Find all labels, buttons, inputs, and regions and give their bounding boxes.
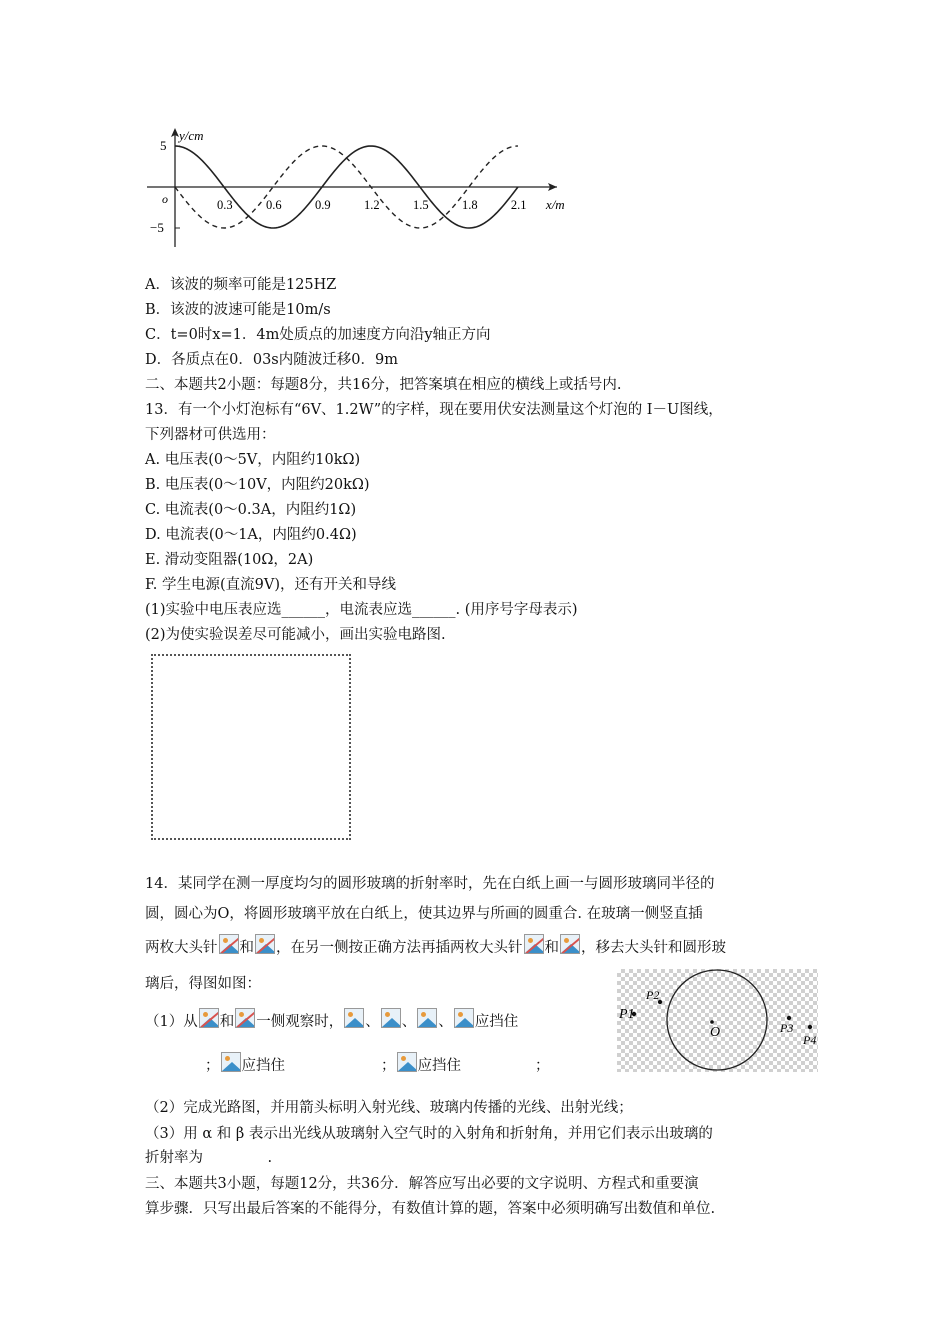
q14-text: 两枚大头针 (145, 940, 218, 956)
x-tick-label: 0.9 (314, 198, 331, 212)
origin-label: o (162, 192, 168, 206)
pin-p4-dot (808, 1025, 812, 1029)
q14-text: 应挡住 (417, 1058, 461, 1074)
x-tick-label: 0.3 (216, 198, 233, 212)
y-tick-label: −5 (150, 220, 164, 235)
q14-text: ； (535, 1058, 550, 1074)
equipment-c: C. 电流表(0～0.3A，内阻约1Ω) (145, 502, 357, 518)
equipment-f: F. 学生电源(直流9V)，还有开关和导线 (145, 577, 397, 593)
x-tick-label: 1.5 (412, 198, 429, 212)
section3-line1: 三、本题共3小题，每题12分，共36分．解答应写出必要的文字说明、方程式和重要演 (145, 1176, 699, 1192)
q14-sub3-line1: （3）用 α 和 β 表示出光线从玻璃射入空气时的入射角和折射角，并用它们表示出玻璃的 (145, 1126, 713, 1142)
x-tick-label: 1.8 (461, 198, 478, 212)
image-icon (199, 1008, 219, 1028)
equipment-e: E. 滑动变阻器(10Ω，2A) (145, 552, 314, 568)
image-icon (221, 1052, 241, 1072)
image-icon (344, 1008, 364, 1028)
center-o-dot (710, 1020, 714, 1024)
q14-sub1-line2 (205, 1052, 550, 1076)
y-tick-label: 5 (160, 138, 167, 153)
q13-stem-line1: 13．有一个小灯泡标有“6V、1.2W”的字样，现在要用伏安法测量这个灯泡的 I－U图线， (145, 402, 723, 418)
refraction-figure (617, 969, 818, 1072)
q14-line3 (145, 934, 726, 958)
equipment-a: A. 电压表(0～5V，内阻约10kΩ) (145, 452, 361, 468)
broken-image-icon (219, 934, 239, 954)
q14-text: ，移去大头针和圆形玻 (581, 940, 726, 956)
image-icon (397, 1052, 417, 1072)
q13-part1: (1)实验中电压表应选______，电流表应选______. (用序号字母表示) (145, 602, 578, 618)
option-b: B．该波的波速可能是10m/s (145, 302, 331, 318)
q14-sub3-line2: 折射率为 . (145, 1150, 273, 1166)
option-d: D．各质点在0．03s内随波迁移0．9m (145, 352, 398, 368)
q14-text: 应挡住 (474, 1014, 519, 1030)
broken-image-icon (524, 934, 544, 954)
image-icon (417, 1008, 437, 1028)
broken-image-icon (255, 934, 275, 954)
equipment-b: B. 电压表(0～10V，内阻约20kΩ) (145, 477, 370, 493)
label-p3: P3 (780, 1021, 794, 1035)
image-icon (235, 1008, 255, 1028)
q14-text: 、 (438, 1014, 453, 1030)
option-c: C．t=0时x=1．4m处质点的加速度方向沿y轴正方向 (145, 327, 491, 343)
q14-text: 一侧观察时， (256, 1014, 344, 1030)
q14-text: ，在另一侧按正确方法再插两枚大头针 (276, 940, 523, 956)
q14-text: ； (205, 1058, 220, 1074)
label-p4: P4 (803, 1033, 817, 1047)
q14-text: 和 (219, 1014, 235, 1030)
q13-stem-line2: 下列器材可供选用： (145, 427, 276, 443)
q14-text: 、 (365, 1014, 380, 1030)
section2-header: 二、本题共2小题：每题8分，共16分，把答案填在相应的横线上或括号内. (145, 377, 622, 393)
label-p1: P1 (619, 1007, 635, 1022)
option-a: A．该波的频率可能是125HZ (145, 277, 337, 293)
q14-text: 和 (544, 940, 559, 956)
broken-image-icon (560, 934, 580, 954)
label-o: O (710, 1025, 721, 1040)
equipment-d: D. 电流表(0～1A，内阻约0.4Ω) (145, 527, 357, 543)
x-axis-label: x/m (545, 197, 565, 212)
q14-sub1 (145, 1008, 518, 1032)
q14-line1: 14．某同学在测一厚度均匀的圆形玻璃的折射率时，先在白纸上画一与圆形玻璃同半径的 (145, 876, 715, 892)
pin-p3-dot (787, 1016, 791, 1020)
q14-text: 和 (239, 940, 254, 956)
section3-line2: 算步骤．只写出最后答案的不能得分，有数值计算的题，答案中必须明确写出数值和单位. (145, 1201, 716, 1217)
circuit-drawing-box[interactable] (151, 654, 351, 840)
q14-line2: 圆，圆心为O，将圆形玻璃平放在白纸上，使其边界与所画的圆重合. 在玻璃一侧竖直插 (145, 906, 703, 922)
q14-text: ； (381, 1058, 396, 1074)
x-tick-label: 1.2 (363, 198, 380, 212)
q14-text: 、 (401, 1014, 417, 1030)
x-tick-label: 0.6 (265, 198, 282, 212)
q14-sub2: （2）完成光路图，并用箭头标明入射光线、玻璃内传播的光线、出射光线； (145, 1100, 633, 1116)
wave-chart (135, 122, 595, 252)
x-tick-label: 2.1 (510, 198, 527, 212)
image-icon (454, 1008, 474, 1028)
q14-text: （1）从 (145, 1014, 198, 1030)
glass-circle (667, 970, 767, 1070)
y-axis-label: y/cm (179, 128, 204, 143)
image-icon (381, 1008, 401, 1028)
label-p2: P2 (646, 988, 660, 1002)
q14-text: 应挡住 (241, 1058, 285, 1074)
q14-line4: 璃后，得图如图： (145, 976, 261, 992)
q13-part2: (2)为使实验误差尽可能减小，画出实验电路图. (145, 627, 446, 643)
